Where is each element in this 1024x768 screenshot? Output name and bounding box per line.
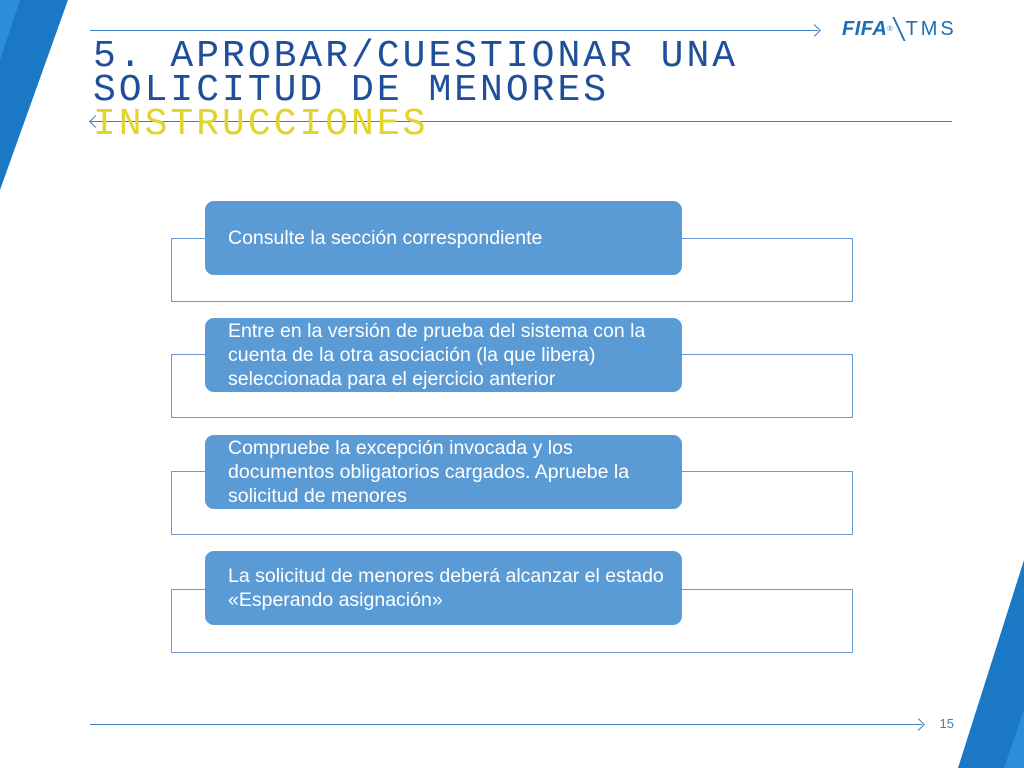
title-line-1: 5. APROBAR/CUESTIONAR UNA bbox=[93, 35, 739, 78]
footer-rule bbox=[90, 724, 922, 725]
step-text-4: La solicitud de menores deberá alcanzar el estado «Esperando asignación» bbox=[228, 565, 664, 611]
slide-subtitle: INSTRUCCIONES bbox=[93, 103, 429, 146]
fifa-tms-logo bbox=[842, 14, 957, 44]
step-box-3 bbox=[205, 435, 682, 509]
corner-stripe-bottom-right bbox=[944, 560, 1024, 768]
logo-product: TMS bbox=[905, 17, 957, 40]
step-box-1 bbox=[205, 201, 682, 275]
logo-brand: FIFA bbox=[842, 17, 888, 40]
header-arrow-right-icon bbox=[808, 24, 821, 37]
header-top-rule bbox=[90, 30, 818, 31]
step-text-2: Entre en la versión de prueba del sistema con la cuenta de la otra asociación (la que libera) seleccionada para el ejercicio anterior bbox=[228, 320, 646, 390]
logo-slash bbox=[892, 17, 905, 41]
title-line-2: SOLICITUD DE MENORES bbox=[93, 69, 610, 112]
step-text-3: Compruebe la excepción invocada y los documentos obligatorios cargados. Apruebe la solicitud de menores bbox=[228, 437, 630, 507]
slide-title bbox=[93, 35, 739, 146]
step-box-2 bbox=[205, 318, 682, 392]
corner-stripe-top-left bbox=[0, 0, 80, 200]
footer-arrow-right-icon bbox=[912, 718, 925, 731]
step-text-1: Consulte la sección correspondiente bbox=[228, 227, 543, 249]
page-number: 15 bbox=[939, 716, 954, 731]
logo-registered-mark: ® bbox=[887, 25, 893, 33]
step-box-4 bbox=[205, 551, 682, 625]
